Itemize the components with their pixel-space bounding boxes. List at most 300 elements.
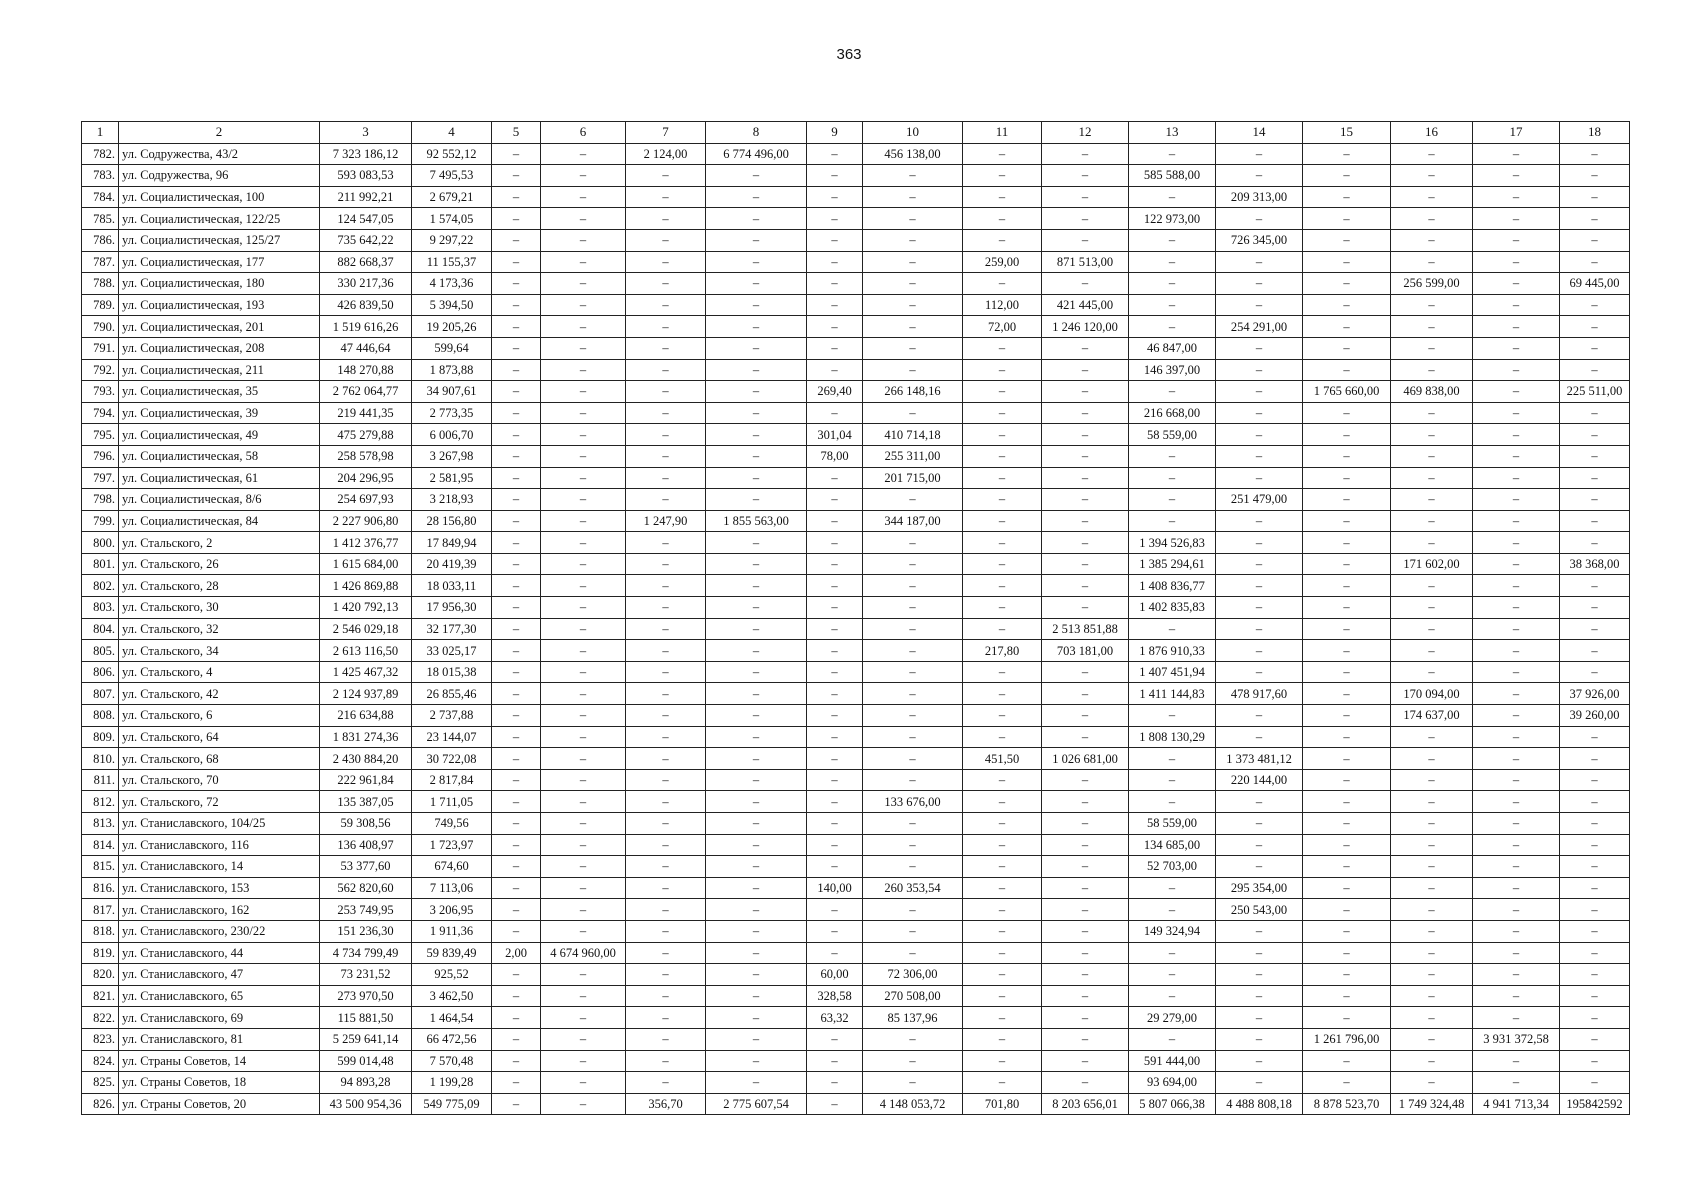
- value-cell: –: [1391, 510, 1473, 532]
- value-cell: –: [1129, 467, 1216, 489]
- value-cell: 562 820,60: [320, 877, 412, 899]
- value-cell: –: [1042, 964, 1129, 986]
- value-cell: –: [863, 575, 963, 597]
- value-cell: –: [807, 337, 863, 359]
- table-row: [82, 1007, 1630, 1029]
- value-cell: –: [492, 964, 541, 986]
- value-cell: 26 855,46: [412, 683, 492, 705]
- value-cell: –: [626, 705, 706, 727]
- value-cell: –: [1560, 575, 1630, 597]
- value-cell: –: [1560, 165, 1630, 187]
- value-cell: –: [706, 985, 807, 1007]
- value-cell: –: [1042, 143, 1129, 165]
- value-cell: 66 472,56: [412, 1028, 492, 1050]
- value-cell: –: [626, 942, 706, 964]
- row-number-cell: 818.: [82, 920, 119, 942]
- value-cell: 330 217,36: [320, 273, 412, 295]
- value-cell: –: [963, 597, 1042, 619]
- value-cell: –: [1129, 899, 1216, 921]
- value-cell: 726 345,00: [1216, 229, 1303, 251]
- value-cell: –: [1391, 424, 1473, 446]
- value-cell: –: [1129, 510, 1216, 532]
- value-cell: 273 970,50: [320, 985, 412, 1007]
- data-table-container: [81, 121, 1630, 1115]
- value-cell: 216 668,00: [1129, 402, 1216, 424]
- value-cell: –: [626, 683, 706, 705]
- value-cell: –: [626, 618, 706, 640]
- value-cell: –: [1303, 143, 1391, 165]
- value-cell: 674,60: [412, 856, 492, 878]
- value-cell: –: [1042, 877, 1129, 899]
- value-cell: –: [863, 856, 963, 878]
- value-cell: 222 961,84: [320, 769, 412, 791]
- value-cell: –: [807, 920, 863, 942]
- value-cell: –: [1216, 1007, 1303, 1029]
- value-cell: –: [1042, 208, 1129, 230]
- value-cell: –: [1473, 143, 1560, 165]
- row-number-cell: 822.: [82, 1007, 119, 1029]
- value-cell: 19 205,26: [412, 316, 492, 338]
- value-cell: 69 445,00: [1560, 273, 1630, 295]
- value-cell: –: [1216, 597, 1303, 619]
- value-cell: 260 353,54: [863, 877, 963, 899]
- value-cell: –: [963, 726, 1042, 748]
- row-number-cell: 793.: [82, 381, 119, 403]
- value-cell: –: [492, 640, 541, 662]
- value-cell: –: [1303, 748, 1391, 770]
- value-cell: –: [807, 791, 863, 813]
- value-cell: –: [1473, 1072, 1560, 1094]
- value-cell: –: [1042, 273, 1129, 295]
- value-cell: –: [1560, 316, 1630, 338]
- value-cell: –: [706, 597, 807, 619]
- value-cell: –: [863, 597, 963, 619]
- value-cell: –: [963, 920, 1042, 942]
- value-cell: –: [807, 1050, 863, 1072]
- value-cell: –: [626, 964, 706, 986]
- row-number-cell: 814.: [82, 834, 119, 856]
- value-cell: –: [963, 618, 1042, 640]
- value-cell: –: [1129, 445, 1216, 467]
- value-cell: 2 227 906,80: [320, 510, 412, 532]
- value-cell: –: [626, 597, 706, 619]
- value-cell: –: [1303, 273, 1391, 295]
- table-row: [82, 510, 1630, 532]
- value-cell: –: [492, 208, 541, 230]
- value-cell: 4 148 053,72: [863, 1093, 963, 1115]
- value-cell: –: [807, 726, 863, 748]
- value-cell: –: [807, 165, 863, 187]
- value-cell: –: [1042, 165, 1129, 187]
- value-cell: –: [1473, 942, 1560, 964]
- value-cell: –: [807, 143, 863, 165]
- value-cell: 593 083,53: [320, 165, 412, 187]
- value-cell: –: [863, 661, 963, 683]
- value-cell: –: [1391, 726, 1473, 748]
- value-cell: –: [807, 856, 863, 878]
- value-cell: –: [1216, 575, 1303, 597]
- value-cell: 599,64: [412, 337, 492, 359]
- value-cell: –: [1042, 337, 1129, 359]
- value-cell: –: [963, 791, 1042, 813]
- value-cell: –: [1129, 273, 1216, 295]
- column-header: 2: [119, 122, 320, 144]
- value-cell: –: [1473, 683, 1560, 705]
- value-cell: 1 876 910,33: [1129, 640, 1216, 662]
- value-cell: –: [1473, 899, 1560, 921]
- value-cell: –: [541, 208, 626, 230]
- value-cell: 1 808 130,29: [1129, 726, 1216, 748]
- value-cell: –: [1391, 791, 1473, 813]
- value-cell: 29 279,00: [1129, 1007, 1216, 1029]
- column-header: 9: [807, 122, 863, 144]
- value-cell: –: [863, 229, 963, 251]
- value-cell: –: [626, 899, 706, 921]
- value-cell: –: [807, 597, 863, 619]
- value-cell: 1 615 684,00: [320, 553, 412, 575]
- value-cell: –: [1042, 705, 1129, 727]
- value-cell: –: [1391, 208, 1473, 230]
- value-cell: –: [863, 553, 963, 575]
- value-cell: –: [1473, 877, 1560, 899]
- value-cell: –: [1560, 532, 1630, 554]
- value-cell: 258 578,98: [320, 445, 412, 467]
- table-row: [82, 661, 1630, 683]
- value-cell: –: [1303, 186, 1391, 208]
- column-header: 13: [1129, 122, 1216, 144]
- value-cell: 253 749,95: [320, 899, 412, 921]
- value-cell: 1 426 869,88: [320, 575, 412, 597]
- address-cell: ул. Станиславского, 116: [119, 834, 320, 856]
- value-cell: 37 926,00: [1560, 683, 1630, 705]
- value-cell: 204 296,95: [320, 467, 412, 489]
- address-cell: ул. Станиславского, 230/22: [119, 920, 320, 942]
- value-cell: –: [706, 726, 807, 748]
- value-cell: –: [1560, 769, 1630, 791]
- value-cell: –: [1391, 489, 1473, 511]
- value-cell: –: [541, 402, 626, 424]
- value-cell: –: [626, 661, 706, 683]
- row-number-cell: 797.: [82, 467, 119, 489]
- value-cell: –: [1391, 834, 1473, 856]
- value-cell: –: [1391, 532, 1473, 554]
- address-cell: ул. Стальского, 28: [119, 575, 320, 597]
- address-cell: ул. Социалистическая, 211: [119, 359, 320, 381]
- value-cell: –: [492, 294, 541, 316]
- value-cell: 134 685,00: [1129, 834, 1216, 856]
- table-row: [82, 251, 1630, 273]
- row-number-cell: 816.: [82, 877, 119, 899]
- value-cell: –: [807, 575, 863, 597]
- value-cell: –: [1473, 316, 1560, 338]
- value-cell: –: [626, 575, 706, 597]
- value-cell: 1 394 526,83: [1129, 532, 1216, 554]
- value-cell: –: [1303, 985, 1391, 1007]
- value-cell: 703 181,00: [1042, 640, 1129, 662]
- value-cell: –: [863, 359, 963, 381]
- value-cell: –: [1042, 769, 1129, 791]
- value-cell: –: [492, 445, 541, 467]
- value-cell: –: [1560, 143, 1630, 165]
- row-number-cell: 802.: [82, 575, 119, 597]
- value-cell: –: [541, 489, 626, 511]
- value-cell: –: [963, 661, 1042, 683]
- value-cell: –: [492, 877, 541, 899]
- value-cell: –: [541, 1072, 626, 1094]
- value-cell: 171 602,00: [1391, 553, 1473, 575]
- value-cell: –: [1042, 445, 1129, 467]
- value-cell: 410 714,18: [863, 424, 963, 446]
- value-cell: –: [626, 445, 706, 467]
- value-cell: –: [1473, 553, 1560, 575]
- value-cell: –: [1216, 791, 1303, 813]
- value-cell: –: [1391, 229, 1473, 251]
- value-cell: –: [1391, 1050, 1473, 1072]
- value-cell: 1 711,05: [412, 791, 492, 813]
- value-cell: –: [1560, 877, 1630, 899]
- value-cell: –: [1216, 964, 1303, 986]
- row-number-cell: 790.: [82, 316, 119, 338]
- value-cell: –: [541, 834, 626, 856]
- value-cell: 1 911,36: [412, 920, 492, 942]
- value-cell: –: [807, 359, 863, 381]
- value-cell: –: [1216, 618, 1303, 640]
- value-cell: –: [1391, 769, 1473, 791]
- column-header: 11: [963, 122, 1042, 144]
- value-cell: –: [863, 402, 963, 424]
- value-cell: –: [963, 553, 1042, 575]
- value-cell: 2 775 607,54: [706, 1093, 807, 1115]
- value-cell: –: [1216, 359, 1303, 381]
- row-number-cell: 801.: [82, 553, 119, 575]
- address-cell: ул. Станиславского, 14: [119, 856, 320, 878]
- value-cell: –: [1042, 1007, 1129, 1029]
- value-cell: –: [1303, 899, 1391, 921]
- value-cell: –: [541, 1093, 626, 1115]
- address-cell: ул. Страны Советов, 14: [119, 1050, 320, 1072]
- value-cell: –: [1042, 856, 1129, 878]
- value-cell: –: [1560, 920, 1630, 942]
- value-cell: –: [1560, 964, 1630, 986]
- value-cell: –: [1560, 424, 1630, 446]
- value-cell: –: [1391, 337, 1473, 359]
- value-cell: 1 261 796,00: [1303, 1028, 1391, 1050]
- value-cell: –: [807, 1072, 863, 1094]
- value-cell: –: [1129, 251, 1216, 273]
- row-number-cell: 782.: [82, 143, 119, 165]
- value-cell: –: [807, 402, 863, 424]
- value-cell: –: [626, 877, 706, 899]
- row-number-cell: 809.: [82, 726, 119, 748]
- value-cell: –: [1560, 208, 1630, 230]
- value-cell: 23 144,07: [412, 726, 492, 748]
- value-cell: –: [541, 769, 626, 791]
- value-cell: –: [1473, 964, 1560, 986]
- address-cell: ул. Социалистическая, 208: [119, 337, 320, 359]
- address-cell: ул. Социалистическая, 180: [119, 273, 320, 295]
- value-cell: 2 679,21: [412, 186, 492, 208]
- value-cell: –: [541, 165, 626, 187]
- value-cell: –: [1560, 337, 1630, 359]
- value-cell: –: [1560, 402, 1630, 424]
- value-cell: –: [1473, 920, 1560, 942]
- value-cell: –: [706, 920, 807, 942]
- value-cell: –: [1129, 964, 1216, 986]
- value-cell: 151 236,30: [320, 920, 412, 942]
- value-cell: –: [963, 575, 1042, 597]
- value-cell: –: [1560, 661, 1630, 683]
- value-cell: –: [1042, 726, 1129, 748]
- value-cell: –: [1473, 467, 1560, 489]
- value-cell: –: [1216, 532, 1303, 554]
- value-cell: –: [1560, 1050, 1630, 1072]
- value-cell: –: [492, 359, 541, 381]
- value-cell: –: [963, 1028, 1042, 1050]
- address-cell: ул. Социалистическая, 35: [119, 381, 320, 403]
- value-cell: –: [1473, 359, 1560, 381]
- table-row: [82, 813, 1630, 835]
- value-cell: –: [626, 359, 706, 381]
- value-cell: 1 464,54: [412, 1007, 492, 1029]
- value-cell: –: [706, 316, 807, 338]
- value-cell: –: [1303, 813, 1391, 835]
- value-cell: 124 547,05: [320, 208, 412, 230]
- value-cell: –: [807, 229, 863, 251]
- value-cell: –: [626, 748, 706, 770]
- value-cell: –: [1216, 424, 1303, 446]
- value-cell: 53 377,60: [320, 856, 412, 878]
- value-cell: 2,00: [492, 942, 541, 964]
- value-cell: –: [1473, 1007, 1560, 1029]
- address-cell: ул. Социалистическая, 177: [119, 251, 320, 273]
- value-cell: –: [706, 1007, 807, 1029]
- value-cell: –: [1042, 1072, 1129, 1094]
- value-cell: 328,58: [807, 985, 863, 1007]
- value-cell: –: [626, 316, 706, 338]
- value-cell: –: [1560, 942, 1630, 964]
- value-cell: –: [541, 1007, 626, 1029]
- address-cell: ул. Станиславского, 153: [119, 877, 320, 899]
- table-row: [82, 229, 1630, 251]
- value-cell: –: [541, 316, 626, 338]
- value-cell: –: [1473, 165, 1560, 187]
- value-cell: 112,00: [963, 294, 1042, 316]
- value-cell: –: [1303, 294, 1391, 316]
- value-cell: –: [863, 186, 963, 208]
- value-cell: –: [863, 618, 963, 640]
- value-cell: –: [706, 640, 807, 662]
- value-cell: –: [1560, 1072, 1630, 1094]
- value-cell: –: [963, 877, 1042, 899]
- row-number-cell: 812.: [82, 791, 119, 813]
- value-cell: –: [1473, 748, 1560, 770]
- row-number-cell: 789.: [82, 294, 119, 316]
- value-cell: –: [706, 877, 807, 899]
- value-cell: 78,00: [807, 445, 863, 467]
- value-cell: 421 445,00: [1042, 294, 1129, 316]
- row-number-cell: 807.: [82, 683, 119, 705]
- value-cell: 1 408 836,77: [1129, 575, 1216, 597]
- value-cell: –: [541, 640, 626, 662]
- value-cell: –: [541, 920, 626, 942]
- value-cell: 2 430 884,20: [320, 748, 412, 770]
- value-cell: –: [807, 489, 863, 511]
- value-cell: 251 479,00: [1216, 489, 1303, 511]
- value-cell: –: [626, 1007, 706, 1029]
- column-header: 10: [863, 122, 963, 144]
- table-row: [82, 834, 1630, 856]
- table-row: [82, 964, 1630, 986]
- value-cell: –: [1303, 942, 1391, 964]
- value-cell: –: [1473, 813, 1560, 835]
- value-cell: 17 849,94: [412, 532, 492, 554]
- value-cell: –: [1391, 467, 1473, 489]
- value-cell: –: [706, 813, 807, 835]
- table-row: [82, 1093, 1630, 1115]
- value-cell: –: [863, 769, 963, 791]
- value-cell: –: [541, 1050, 626, 1072]
- value-cell: –: [541, 381, 626, 403]
- value-cell: –: [963, 402, 1042, 424]
- value-cell: –: [541, 597, 626, 619]
- value-cell: –: [541, 726, 626, 748]
- value-cell: –: [1560, 985, 1630, 1007]
- value-cell: –: [1391, 748, 1473, 770]
- value-cell: –: [706, 705, 807, 727]
- value-cell: –: [492, 575, 541, 597]
- value-cell: –: [863, 834, 963, 856]
- data-table: [81, 121, 1630, 1115]
- value-cell: 4 674 960,00: [541, 942, 626, 964]
- value-cell: –: [626, 791, 706, 813]
- value-cell: 4 173,36: [412, 273, 492, 295]
- value-cell: –: [492, 726, 541, 748]
- value-cell: –: [541, 251, 626, 273]
- value-cell: 1 402 835,83: [1129, 597, 1216, 619]
- value-cell: –: [1560, 510, 1630, 532]
- value-cell: –: [1042, 834, 1129, 856]
- value-cell: –: [863, 683, 963, 705]
- value-cell: –: [541, 294, 626, 316]
- value-cell: –: [626, 769, 706, 791]
- value-cell: –: [706, 1072, 807, 1094]
- value-cell: –: [1303, 618, 1391, 640]
- value-cell: 2 817,84: [412, 769, 492, 791]
- value-cell: –: [1303, 705, 1391, 727]
- value-cell: 6 774 496,00: [706, 143, 807, 165]
- value-cell: –: [706, 1028, 807, 1050]
- value-cell: 2 773,35: [412, 402, 492, 424]
- value-cell: 216 634,88: [320, 705, 412, 727]
- value-cell: –: [1560, 251, 1630, 273]
- value-cell: –: [1303, 1007, 1391, 1029]
- value-cell: –: [1129, 294, 1216, 316]
- value-cell: –: [963, 532, 1042, 554]
- value-cell: –: [1042, 683, 1129, 705]
- table-row: [82, 273, 1630, 295]
- value-cell: –: [626, 186, 706, 208]
- value-cell: 33 025,17: [412, 640, 492, 662]
- value-cell: –: [1129, 186, 1216, 208]
- value-cell: –: [626, 1028, 706, 1050]
- value-cell: –: [1560, 899, 1630, 921]
- row-number-cell: 792.: [82, 359, 119, 381]
- value-cell: –: [1042, 920, 1129, 942]
- value-cell: –: [492, 661, 541, 683]
- value-cell: –: [626, 489, 706, 511]
- value-cell: –: [807, 899, 863, 921]
- value-cell: –: [1216, 337, 1303, 359]
